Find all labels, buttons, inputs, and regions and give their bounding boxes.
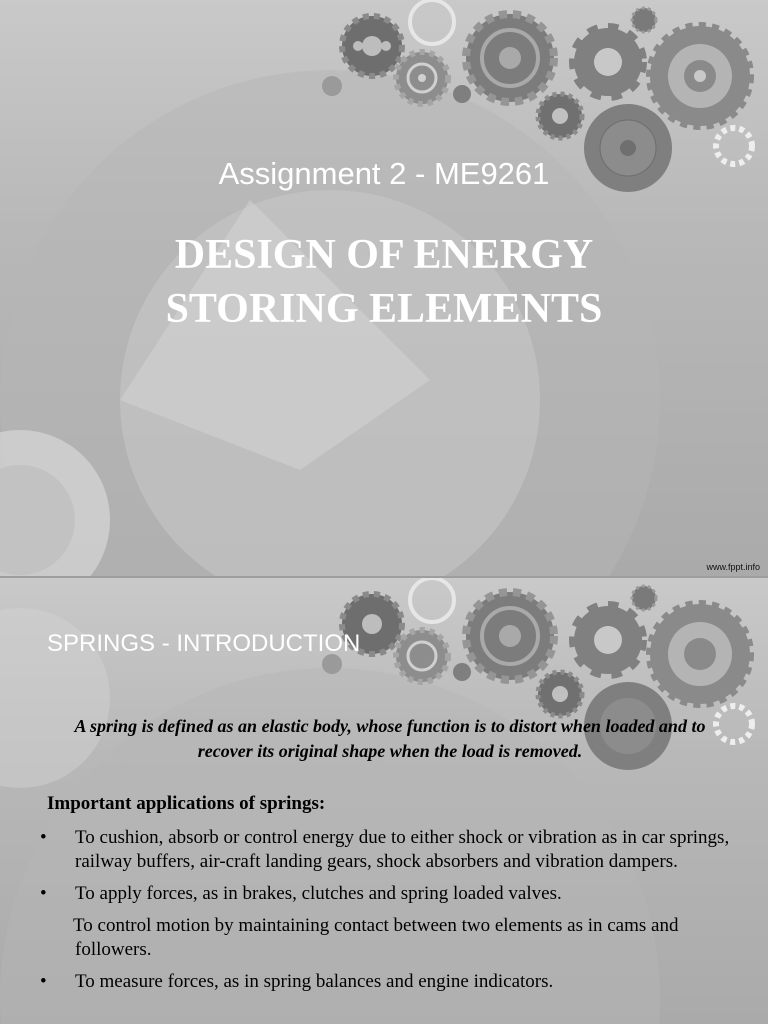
list-item: [40, 882, 740, 906]
assignment-subtitle: Assignment 2 - ME9261: [218, 156, 550, 191]
watermark-text: www.fppt.info: [706, 562, 760, 572]
spring-definition: A spring is defined as an elastic body, whose function is to distort when loaded and to recover its original shape when the load is removed.: [74, 716, 706, 761]
applications-heading: Important applications of springs:: [47, 793, 326, 814]
gear-icon: [574, 28, 642, 96]
gear-icon: [574, 606, 642, 674]
slide-title-line-2: STORING ELEMENTS: [165, 286, 603, 332]
gear-icon: [716, 706, 752, 742]
bullet-icon: •: [40, 827, 47, 848]
applications-list: [40, 826, 740, 1002]
gear-icon: [538, 94, 582, 138]
bullet-icon: •: [40, 883, 47, 904]
gear-icon: [396, 52, 448, 104]
gear-icon: [538, 672, 582, 716]
section-heading: SPRINGS - INTRODUCTION: [47, 630, 361, 657]
list-item-text: To cushion, absorb or control energy due to either shock or vibration as in car springs, railway buffers, air-craft landing gears, shock absorbers and vibration dampers.: [75, 827, 730, 872]
gear-icon: [632, 586, 656, 610]
gear-icon: [396, 630, 448, 682]
slide-title-line-1: DESIGN OF ENERGY: [174, 232, 594, 278]
slide-title: [0, 228, 768, 336]
gear-icon: [466, 592, 554, 680]
list-item: [40, 914, 740, 962]
content-slide: [0, 578, 768, 1024]
gear-icon: [650, 26, 750, 126]
list-item: [40, 970, 740, 994]
gear-icon: [410, 0, 454, 44]
list-item-text: To apply forces, as in brakes, clutches and spring loaded valves.: [75, 883, 562, 904]
gear-icon: [650, 604, 750, 704]
gear-icon: [410, 578, 454, 622]
list-item-text: To control motion by maintaining contact between two elements as in cams and followers.: [73, 915, 679, 960]
gear-icon: [466, 14, 554, 102]
list-item-text: To measure forces, as in spring balances and engine indicators.: [75, 971, 554, 992]
bullet-icon: •: [40, 971, 47, 992]
gear-icon: [632, 8, 656, 32]
gear-icon: [342, 16, 402, 76]
list-item: [40, 826, 740, 874]
